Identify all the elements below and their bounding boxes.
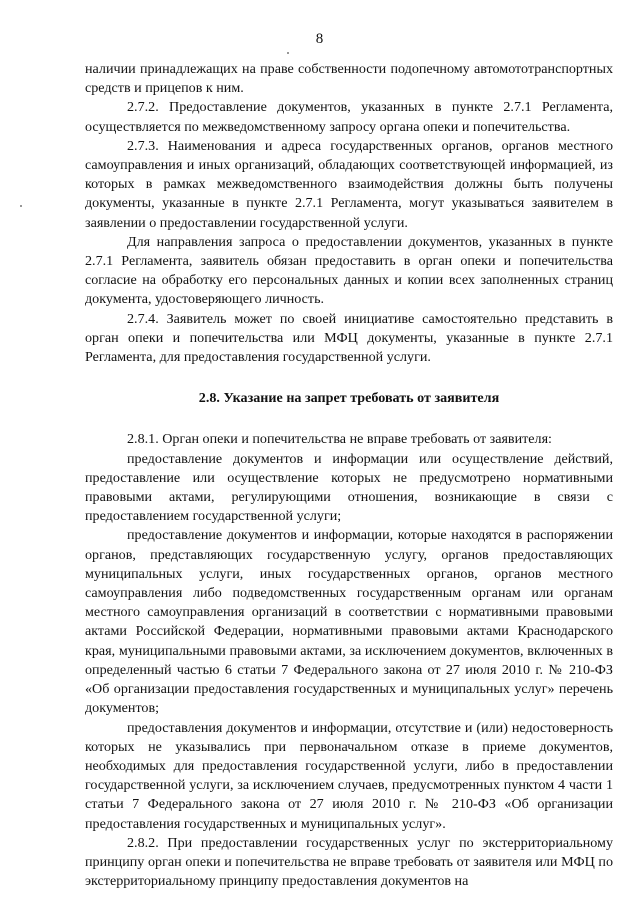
paragraph-2-7-2: 2.7.2. Предоставление документов, указанных в пункте 2.7.1 Регламента, осуществляется по межведомственному запросу органа опеки и попечительства. bbox=[85, 99, 613, 135]
list-item-documents: предоставление документов и информации, которые находятся в распоряжении органов, представляющих государственную услугу, органов предоставляющих муниципальных услуги, иных государственных органов, органов местного самоуправления либо подведомственных государственным органам или органам местного самоуправления организаций в соответствии с нормативными правовыми актами Российской Федерации, нормативными правовыми актами Краснодарского края, муниципальными правовыми актами, за исключением документов, включенных в определенный частью 6 статьи 7 Федерального закона от 27 июля 2010 г. № 210-ФЗ «Об организации предоставления государственных и муниципальных услуг» перечень документов; bbox=[85, 527, 613, 717]
paragraph-2-7-4: 2.7.4. Заявитель может по своей инициативе самостоятельно представить в орган опеки и попечительства или МФЦ документы, указанные в пункте 2.7.1 Регламента, для предоставления государственной услуги. bbox=[85, 310, 613, 366]
list-item-actions: предоставление документов и информации или осуществление действий, предоставление или осуществление которых не предусмотрено нормативными правовыми актами, регулирующими отношения, возникающие в связи с предоставлением государственной услуги; bbox=[85, 450, 613, 525]
paragraph-2-7-3: 2.7.3. Наименования и адреса государственных органов, органов местного самоуправления и иных организаций, обладающих соответствующей информацией, из которых в рамках межведомственного взаимодействия должны быть получены документы, указанные в пункте 2.7.1 Регламента, могут указываться заявителем в заявлении о предоставлении государственной услуги. bbox=[85, 137, 613, 231]
page-number: 8 bbox=[315, 31, 324, 47]
scan-speck bbox=[20, 205, 22, 207]
paragraph-continuation: наличии принадлежащих на праве собственности подопечному автомототранспортных средств и прицепов к ним. bbox=[85, 61, 613, 97]
paragraph-2-8-2: 2.8.2. При предоставлении государственных услуг по экстерриториальному принципу орган опеки и попечительства не вправе требовать от заявителя или МФЦ по экстерриториальному принципу предоставления документов на bbox=[85, 834, 613, 890]
list-item-refusal: предоставления документов и информации, отсутствие и (или) недостоверность которых не указывались при первоначальном отказе в приеме документов, необходимых для предоставления государственной услуги, либо в предоставлении государственной услуги, за исключением случаев, предусмотренных пунктом 4 части 1 статьи 7 Федерального закона от 27 июля 2010 г. № 210-ФЗ «Об организации предоставления государственных и муниципальных услуг». bbox=[85, 719, 613, 832]
paragraph-request-consent: Для направления запроса о предоставлении документов, указанных в пункте 2.7.1 Регламента, заявитель обязан предоставить в орган опеки и попечительства согласие на обработку его персональных данных и копии всех заполненных страниц документа, удостоверяющего личность. bbox=[85, 233, 613, 308]
document-body bbox=[85, 60, 613, 891]
paragraph-2-8-1: 2.8.1. Орган опеки и попечительства не вправе требовать от заявителя: bbox=[127, 431, 552, 448]
section-title: 2.8. Указание на запрет требовать от заявителя bbox=[198, 390, 500, 407]
scan-speck bbox=[287, 52, 289, 54]
